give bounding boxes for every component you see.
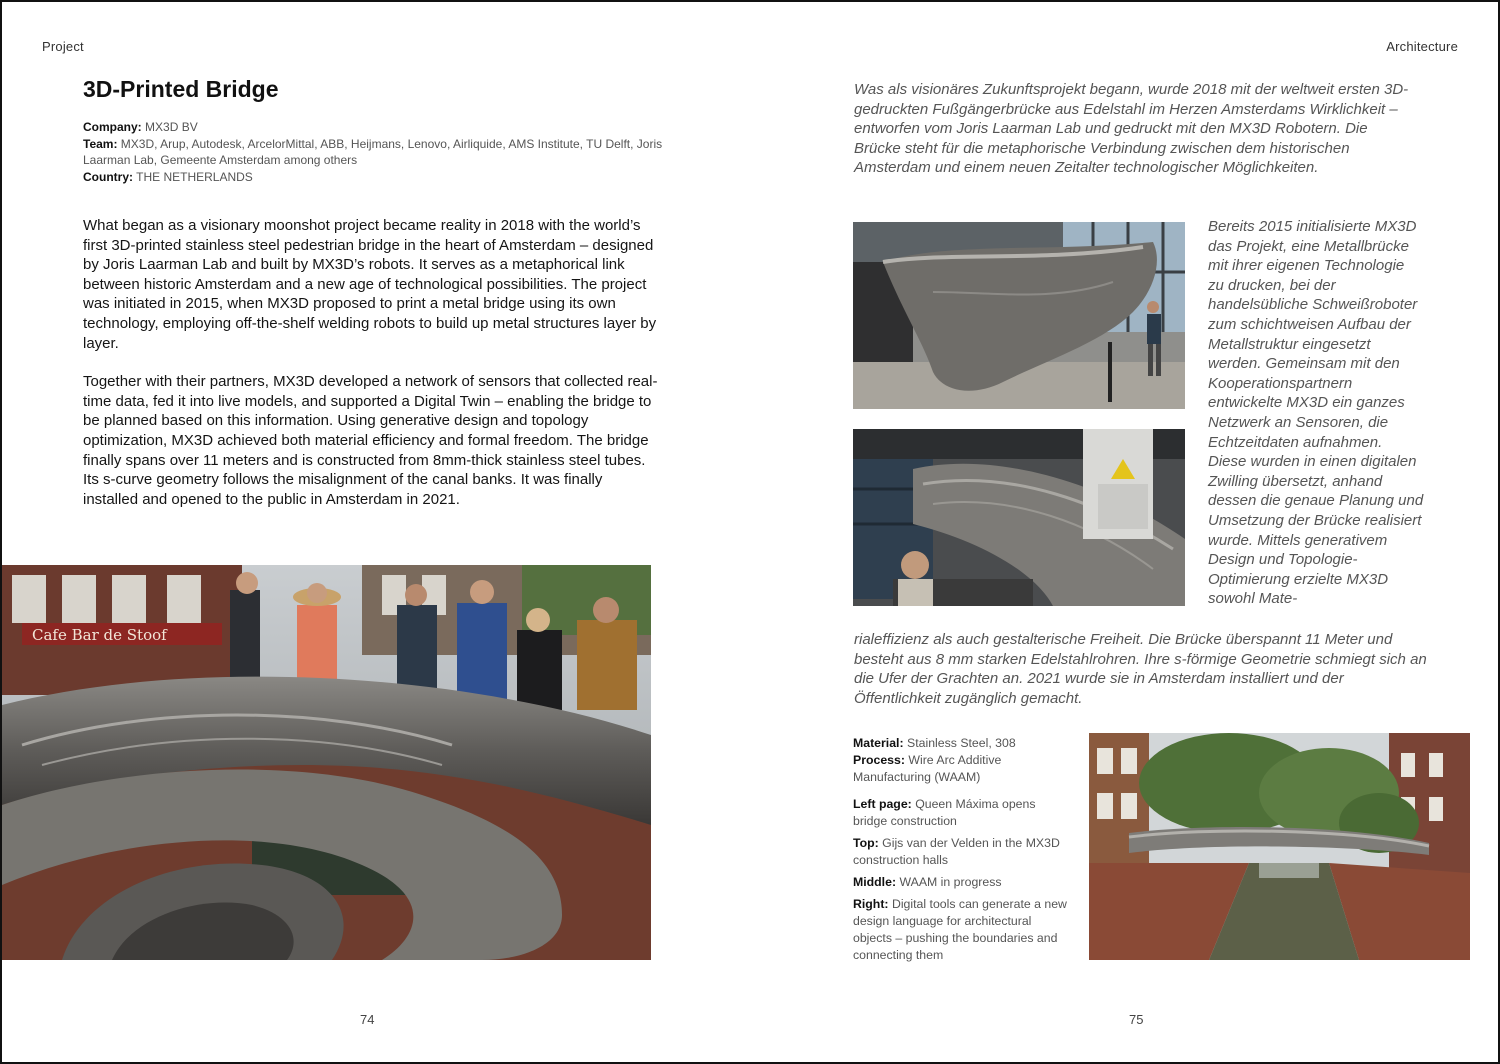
company-label: Company: bbox=[83, 120, 142, 134]
running-head-left: Project bbox=[42, 39, 84, 54]
company-line bbox=[83, 119, 663, 136]
process-line bbox=[853, 752, 1068, 786]
material-line bbox=[853, 735, 1068, 752]
caption-middle bbox=[853, 874, 1068, 891]
photo-bridge-opening-ceremony bbox=[2, 565, 651, 960]
process-value: Wire Arc Additive Manufacturing (WAAM) bbox=[853, 753, 1002, 784]
process-label: Process: bbox=[853, 753, 905, 767]
team-label: Team: bbox=[83, 136, 118, 151]
caption-top bbox=[853, 835, 1068, 869]
english-paragraph-2: Together with their partners, MX3D developed a network of sensors that collected real-time data, fed it into live models, and supported a Digital Twin – enabling the bridge to be planned based on this information. Using generative design and topology optimization, MX3D achieved both material efficiency and formal freedom. The bridge finally spans over 11 meters and is constructed from 8mm-thick stainless steel tubes. Its s-curve geometry follows the misalignment of the canal banks. It was finally installed and opened to the public in Amsterdam in 2021. bbox=[83, 373, 658, 508]
country-label: Country: bbox=[83, 169, 133, 184]
caption-right bbox=[853, 896, 1068, 964]
photo-bridge-opening-svg bbox=[2, 565, 651, 960]
photo-construction-hall-svg bbox=[853, 222, 1185, 409]
photo-bridge-over-canal bbox=[1089, 733, 1470, 960]
caption-left-page bbox=[853, 796, 1068, 830]
caption-right-label: Right: bbox=[853, 897, 889, 911]
company-value: MX3D BV bbox=[145, 120, 198, 134]
english-paragraph-1: What began as a visionary moonshot project became reality in 2018 with the world’s first 3D-printed stainless steel pedestrian bridge in the heart of Amsterdam – designed by Joris Laarman Lab and built by MX3D’s robots. It serves as a metaphorical link between historic Amsterdam and a new age of technological possibilities. The project was initiated in 2015, when MX3D proposed to print a metal bridge using its own technology, employing off-the-shelf welding robots to build up metal structures layer by layer. bbox=[83, 217, 657, 352]
caption-top-value: Gijs van der Velden in the MX3D construction halls bbox=[853, 836, 1060, 867]
german-intro-text: Was als visionäres Zukunftsprojekt begann, wurde 2018 mit der weltweit ersten 3D-gedruckten Fußgängerbrücke aus Edelstahl im Herzen Amsterdams Wirklichkeit – entworfen vom Joris Laarman Lab und gedruckt mit den MX3D Robotern. Die Brücke steht für die metaphorische Verbindung zwischen dem historischen Amsterdam und einem neuen Zeitalter technologischer Möglichkeiten. bbox=[854, 81, 1409, 177]
caption-right-value: Digital tools can generate a new design language for architectural objects – pushing the boundaries and connecting them bbox=[853, 897, 1067, 962]
caption-middle-label: Middle: bbox=[853, 875, 897, 889]
photo-construction-hall bbox=[853, 222, 1185, 409]
german-bottom-text: rialeffizienz als auch gestalterische Freiheit. Die Brücke überspannt 11 Meter und besteht aus 8 mm starken Edelstahlrohren. Ihre s-förmige Geometrie schmiegt sich an die Ufer der Grachten an. 2021 wurde sie in Amsterdam installiert und der Öffentlichkeit zugänglich gemacht. bbox=[854, 631, 1427, 707]
team-line bbox=[83, 136, 663, 169]
caption-middle-value: WAAM in progress bbox=[899, 875, 1002, 889]
material-value: Stainless Steel, 308 bbox=[907, 736, 1016, 750]
team-value: MX3D, Arup, Autodesk, ArcelorMittal, ABB, Heijmans, Lenovo, Airliquide, AMS Institute, TU Delft, Joris Laarman Lab, Gemeente Amsterdam among others bbox=[83, 136, 663, 167]
page-number-left: 74 bbox=[360, 1012, 375, 1027]
photo-waam-in-progress bbox=[853, 429, 1185, 606]
article-title: 3D-Printed Bridge bbox=[83, 76, 279, 102]
specs-group bbox=[853, 735, 1068, 786]
running-head-right: Architecture bbox=[1386, 39, 1458, 54]
photo-canal-svg bbox=[1089, 733, 1470, 960]
caption-top-label: Top: bbox=[853, 836, 879, 850]
photo-waam-svg bbox=[853, 429, 1185, 606]
caption-left-label: Left page: bbox=[853, 797, 912, 811]
captions-block bbox=[853, 735, 1068, 969]
country-value: THE NETHERLANDS bbox=[136, 169, 253, 184]
german-side-text: Bereits 2015 initialisierte MX3D das Projekt, eine Metallbrücke mit ihrer eigenen Technologie zu drucken, bei der handelsübliche Schweißroboter zum schichtweisen Aufbau der Metallstruktur eingesetzt werden. Gemeinsam mit den Kooperationspartnern entwickelte MX3D ein ganzes Netzwerk an Sensoren, die Echtzeitdaten aufnahmen. Diese wurden in einen digitalen Zwilling übersetzt, anhand dessen die genaue Planung und Umsetzung der Brücke realisiert wurde. Mittels generativem Design und Topologie-Optimierung erzielte MX3D sowohl Mate- bbox=[1208, 218, 1424, 608]
country-line bbox=[83, 169, 663, 186]
cafe-sign-text: Cafe Bar de Stoof bbox=[32, 626, 167, 644]
material-label: Material: bbox=[853, 736, 904, 750]
caption-left-value: Queen Máxima opens bridge construction bbox=[853, 797, 1036, 828]
page-number-right: 75 bbox=[1129, 1012, 1144, 1027]
english-body-text bbox=[83, 216, 658, 528]
project-meta bbox=[83, 119, 663, 185]
